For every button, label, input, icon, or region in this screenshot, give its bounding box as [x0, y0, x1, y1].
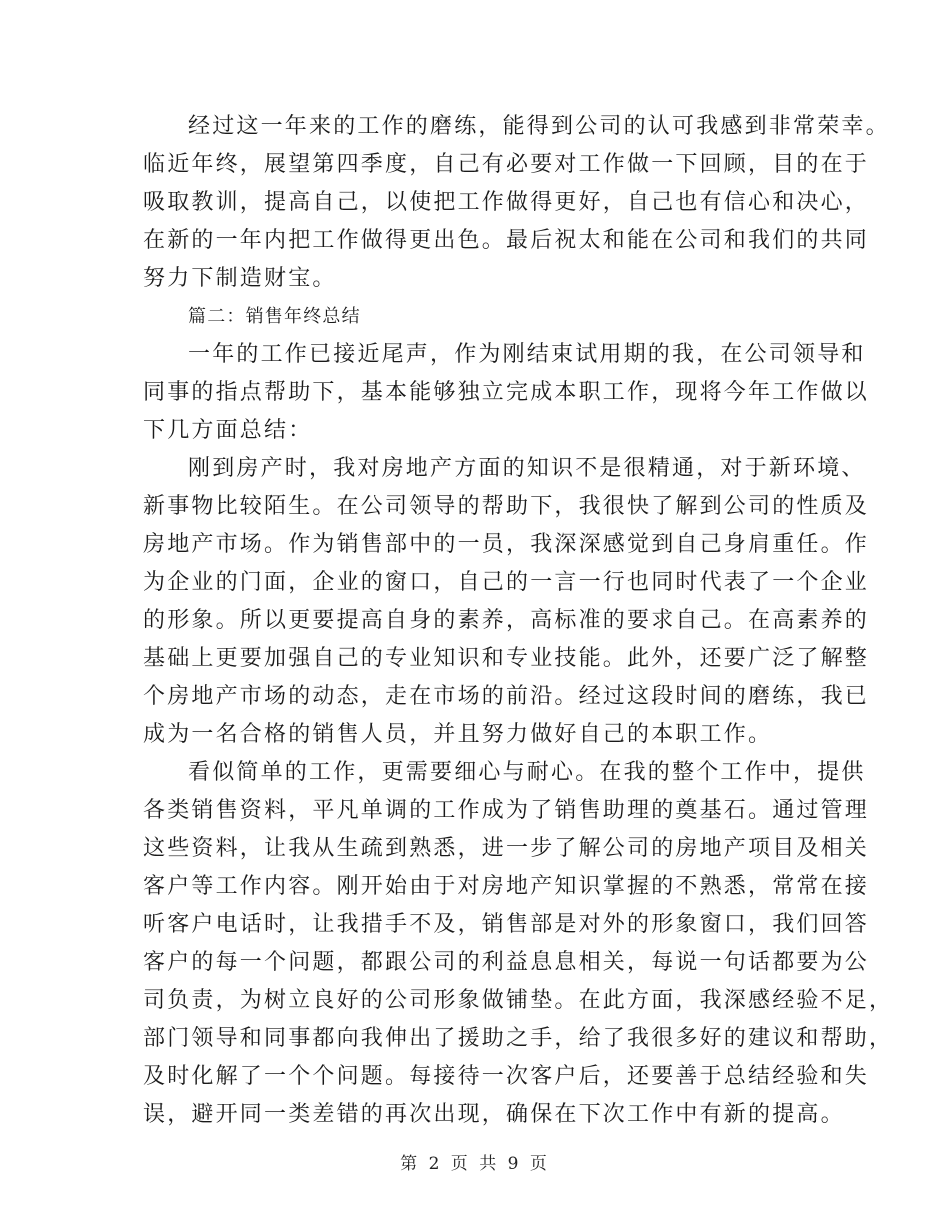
paragraph-line: 努力下制造财宝。: [143, 266, 337, 291]
paragraph-line: 看似简单的工作，更需要细心与耐心。在我的整个工作中，提供: [188, 760, 866, 785]
paragraph-line: 成为一名合格的销售人员，并且努力做好自己的本职工作。: [143, 722, 773, 747]
paragraph-line: 同事的指点帮助下，基本能够独立完成本职工作，现将今年工作做以: [143, 380, 870, 405]
paragraph-line: 个房地产市场的动态，走在市场的前沿。经过这段时间的磨练，我已: [143, 684, 870, 709]
paragraph-line: 下几方面总结：: [143, 418, 313, 443]
paragraph-line: 吸取教训，提高自己，以使把工作做得更好，自己也有信心和决心，: [143, 190, 870, 215]
paragraph-line: 各类销售资料，平凡单调的工作成为了销售助理的奠基石。通过管理: [143, 798, 870, 823]
paragraph-line: 基础上更要加强自己的专业知识和专业技能。此外，还要广泛了解整: [143, 646, 870, 671]
paragraph-line: 误，避开同一类差错的再次出现，确保在下次工作中有新的提高。: [143, 1102, 845, 1127]
paragraph-line: 的形象。所以更要提高自身的素养，高标准的要求自己。在高素养的: [143, 608, 870, 633]
page-number-footer: 第 2 页 共 9 页: [400, 1154, 550, 1174]
paragraph-line: 客户等工作内容。刚开始由于对房地产知识掌握的不熟悉，常常在接: [143, 874, 870, 899]
paragraph-line: 为企业的门面，企业的窗口，自己的一言一行也同时代表了一个企业: [143, 570, 870, 595]
paragraph-line: 这些资料，让我从生疏到熟悉，进一步了解公司的房地产项目及相关: [143, 836, 870, 861]
paragraph-line: 一年的工作已接近尾声，作为刚结束试用期的我，在公司领导和: [188, 342, 866, 367]
paragraph-line: 在新的一年内把工作做得更出色。最后祝太和能在公司和我们的共同: [143, 228, 870, 253]
paragraph-line: 新事物比较陌生。在公司领导的帮助下，我很快了解到公司的性质及: [143, 494, 870, 519]
paragraph-line: 听客户电话时，让我措手不及，销售部是对外的形象窗口，我们回答: [143, 912, 870, 937]
paragraph-line: 刚到房产时，我对房地产方面的知识不是很精通，对于新环境、: [188, 456, 866, 481]
paragraph-line: 部门领导和同事都向我伸出了援助之手，给了我很多好的建议和帮助，: [143, 1026, 894, 1051]
paragraph-line: 房地产市场。作为销售部中的一员，我深深感觉到自己身肩重任。作: [143, 532, 870, 557]
section-heading: 篇二：销售年终总结: [188, 306, 361, 327]
paragraph-line: 及时化解了一个个问题。每接待一次客户后，还要善于总结经验和失: [143, 1064, 870, 1089]
paragraph-line: 经过这一年来的工作的磨练，能得到公司的认可我感到非常荣幸。: [188, 114, 890, 139]
paragraph-line: 客户的每一个问题，都跟公司的利益息息相关，每说一句话都要为公: [143, 950, 870, 975]
paragraph-line: 临近年终，展望第四季度，自己有必要对工作做一下回顾，目的在于: [143, 152, 870, 177]
paragraph-line: 司负责，为树立良好的公司形象做铺垫。在此方面，我深感经验不足，: [143, 988, 894, 1013]
